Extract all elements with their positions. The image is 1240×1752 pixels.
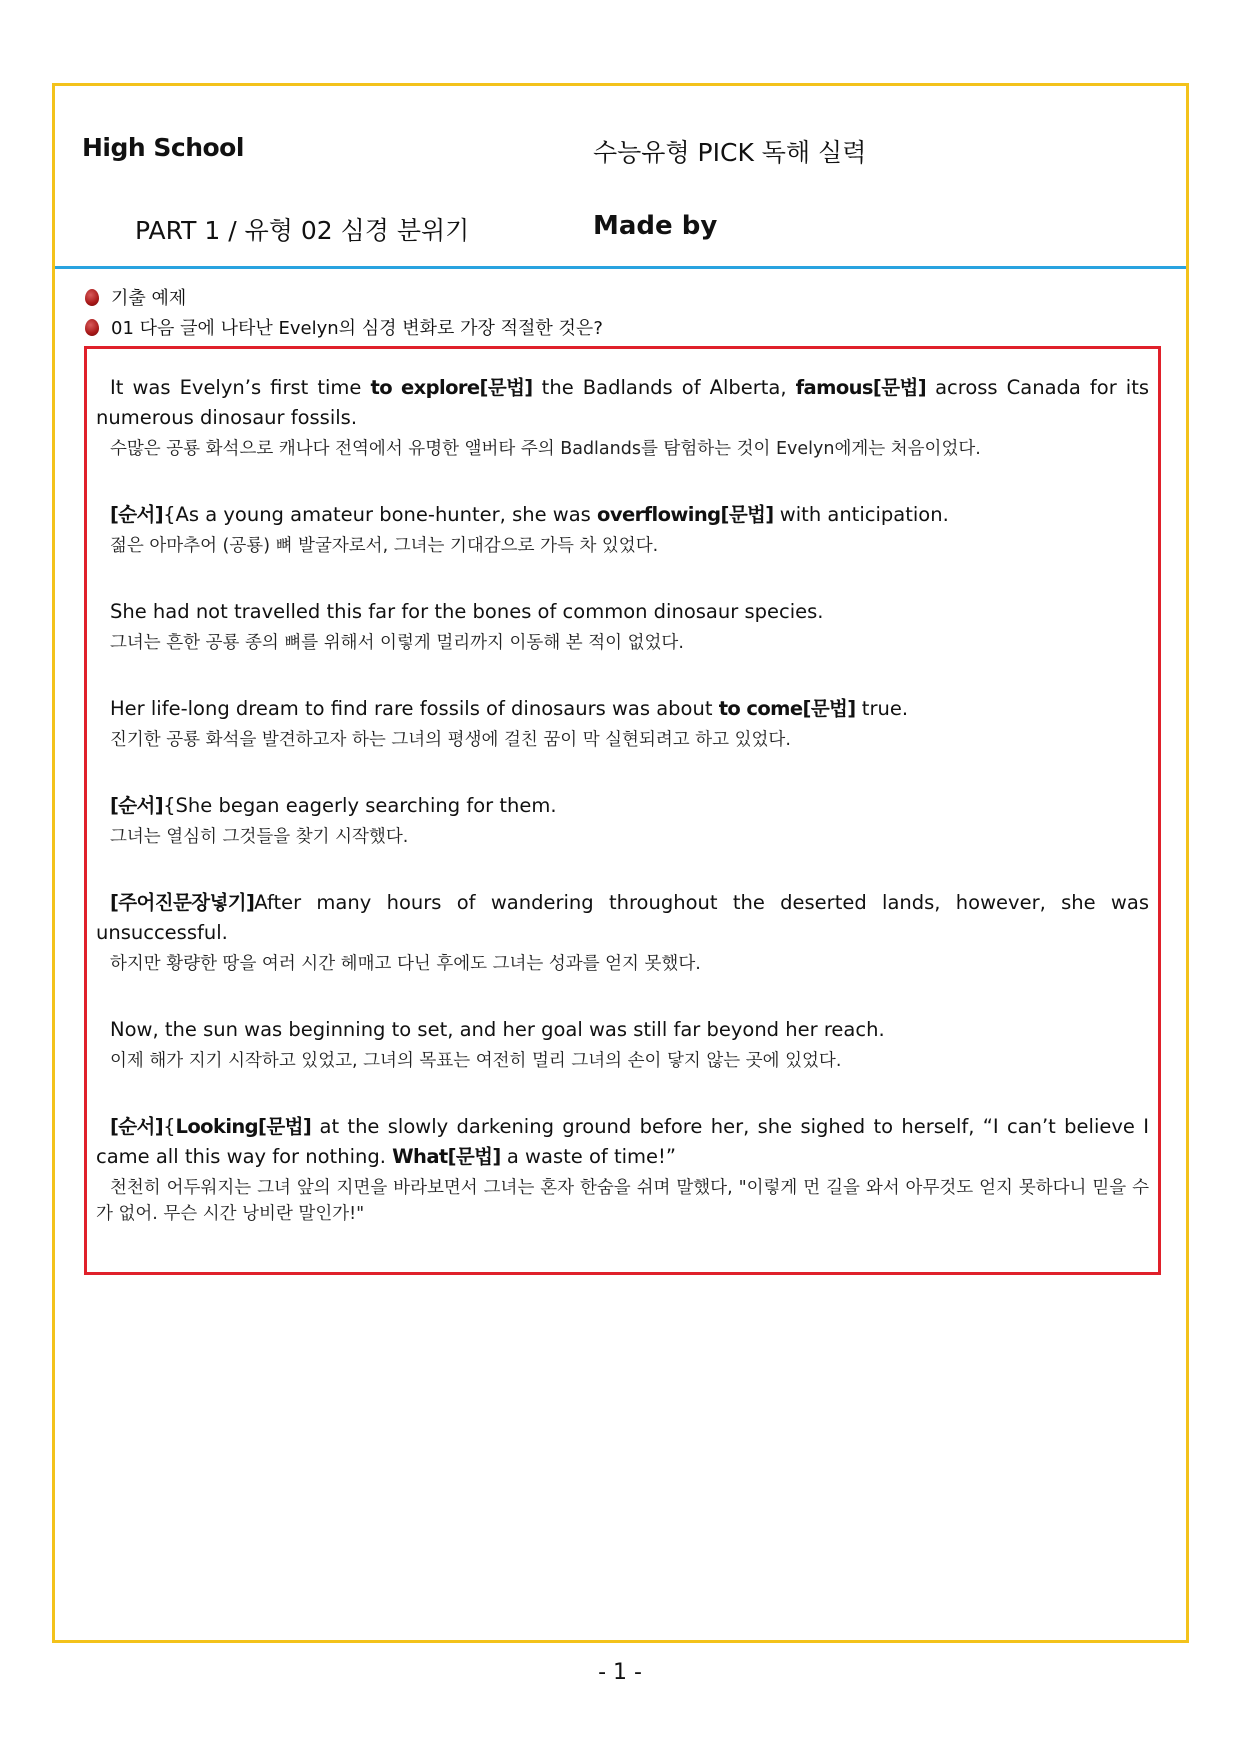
passage-box — [84, 346, 1161, 1275]
annotation-mark: to come[문법] — [718, 697, 856, 720]
red-bullet-icon — [85, 289, 99, 306]
section-label: 기출 예제 — [111, 288, 187, 309]
annotation-mark: [순서] — [110, 794, 164, 817]
annotation-mark: [순서] — [110, 503, 164, 526]
sentence-text: Now, the sun was beginning to set, and her goal was still far beyond her reach. — [110, 1018, 885, 1041]
english-sentence — [96, 694, 1149, 724]
sentence-text: at the slowly darkening ground before her, she sighed to herself, “I can’t believe I came all this way for nothing. — [96, 1115, 1149, 1168]
passage-sentence-block — [96, 888, 1149, 977]
school-level-label: High School — [82, 133, 244, 162]
part-label: PART 1 / 유형 02 심경 분위기 — [135, 216, 470, 245]
english-sentence — [96, 888, 1149, 948]
korean-translation: 하지만 황량한 땅을 여러 시간 헤매고 다닌 후에도 그녀는 성과를 얻지 못했다. — [110, 954, 701, 974]
sentence-text: {As a young amateur bone-hunter, she was — [163, 503, 598, 526]
passage-sentence-block — [96, 1015, 1149, 1074]
sentence-text: Her life-long dream to find rare fossils of dinosaurs was about — [110, 697, 719, 720]
annotation-mark: [주어진문장넣기] — [110, 891, 255, 914]
passage-sentence-block — [96, 791, 1149, 850]
page-number: - 1 - — [598, 1660, 642, 1685]
english-sentence — [96, 597, 1149, 627]
red-bullet-icon — [85, 319, 99, 336]
passage-sentence-block — [96, 1112, 1149, 1227]
korean-translation: 그녀는 흔한 공룡 종의 뼈를 위해서 이렇게 멀리까지 이동해 본 적이 없었다. — [110, 633, 684, 653]
sentence-text: { — [163, 1115, 176, 1138]
english-sentence — [96, 1112, 1149, 1172]
korean-translation: 천천히 어두워지는 그녀 앞의 지면을 바라보면서 그녀는 혼자 한숨을 쉬며 말했다, "이렇게 먼 길을 와서 아무것도 얻지 못하다니 믿을 수가 없어. 무슨 시간 낭비란 말인가!" — [96, 1178, 1149, 1224]
sentence-text: across Canada for its numerous dinosaur fossils. — [96, 376, 1150, 429]
sentence-text: {She began eagerly searching for them. — [163, 794, 557, 817]
made-by-label: Made by — [593, 211, 718, 241]
annotation-mark: overflowing[문법] — [597, 503, 774, 526]
annotation-mark: [순서] — [110, 1115, 164, 1138]
korean-translation: 수많은 공룡 화석으로 캐나다 전역에서 유명한 앨버타 주의 Badlands를 탐험하는 것이 Evelyn에게는 처음이었다. — [110, 439, 981, 459]
sentence-text: true. — [855, 697, 909, 720]
english-sentence — [96, 373, 1149, 433]
korean-translation: 젊은 아마추어 (공룡) 뼈 발굴자로서, 그녀는 기대감으로 가득 차 있었다. — [110, 536, 659, 556]
annotation-mark: famous[문법] — [795, 376, 927, 399]
page-frame — [52, 83, 1189, 1643]
passage-sentence-block — [96, 500, 1149, 559]
korean-translation: 진기한 공룡 화석을 발견하고자 하는 그녀의 평생에 걸친 꿈이 막 실현되려고 하고 있었다. — [110, 730, 791, 750]
korean-translation: 그녀는 열심히 그것들을 찾기 시작했다. — [110, 827, 409, 847]
sentence-text: with anticipation. — [773, 503, 949, 526]
annotation-mark: Looking[문법] — [175, 1115, 312, 1138]
english-sentence — [96, 791, 1149, 821]
english-sentence — [96, 1015, 1149, 1045]
sentence-text: After many hours of wandering throughout the deserted lands, however, she was unsuccessful. — [96, 891, 1149, 944]
korean-translation: 이제 해가 지기 시작하고 있었고, 그녀의 목표는 여전히 멀리 그녀의 손이 닿지 않는 곳에 있었다. — [110, 1051, 842, 1071]
passage-sentence-block — [96, 373, 1149, 462]
passage-sentence-block — [96, 597, 1149, 656]
english-sentence — [96, 500, 1149, 530]
annotation-mark: What[문법] — [392, 1145, 501, 1168]
header-divider — [55, 266, 1186, 269]
book-title: 수능유형 PICK 독해 실력 — [593, 138, 867, 167]
sentence-text: the Badlands of Alberta, — [532, 376, 796, 399]
section-label-row — [85, 284, 186, 310]
question-prompt: 01 다음 글에 나타난 Evelyn의 심경 변화로 가장 적절한 것은? — [111, 318, 603, 339]
passage-sentence-block — [96, 694, 1149, 753]
sentence-text: It was Evelyn’s first time — [110, 376, 371, 399]
question-prompt-row — [85, 314, 603, 340]
sentence-text: She had not travelled this far for the bones of common dinosaur species. — [110, 600, 824, 623]
annotation-mark: to explore[문법] — [370, 376, 533, 399]
sentence-text: a waste of time!” — [500, 1145, 676, 1168]
